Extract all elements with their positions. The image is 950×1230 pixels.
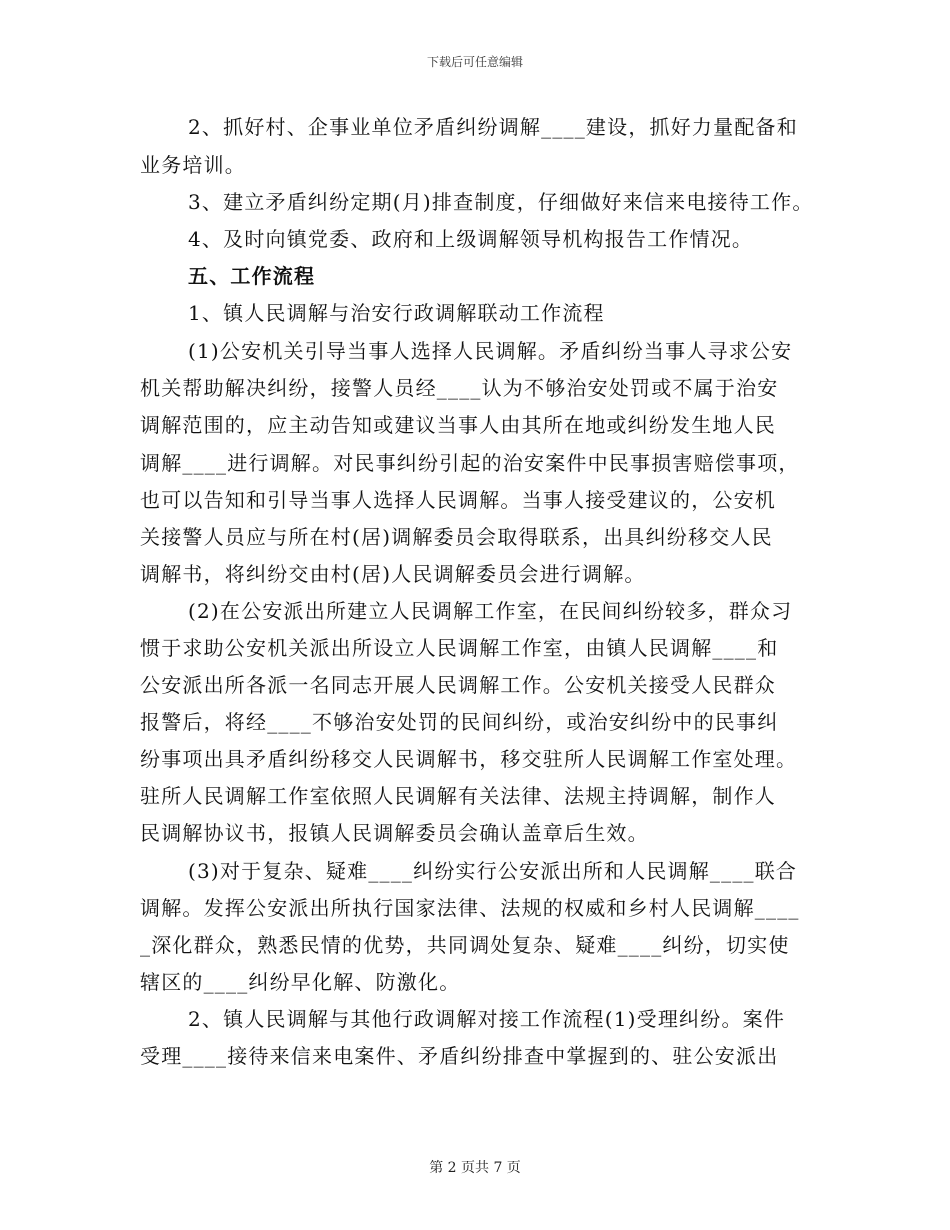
text-line: 也可以告知和引导当事人选择人民调解。当事人接受建议的，公安机 <box>140 488 776 512</box>
text-line: _深化群众，熟悉民情的优势，共同调处复杂、疑难____纠纷，切实使 <box>140 933 790 957</box>
text-line: 民调解协议书，报镇人民调解委员会确认盖章后生效。 <box>140 821 649 845</box>
text-line: 2、抓好村、企事业单位矛盾纠纷调解____建设，抓好力量配备和 <box>188 115 798 139</box>
text-line: 辖区的____纠纷早化解、防激化。 <box>140 970 461 994</box>
text-line: 受理____接待来信来电案件、矛盾纠纷排查中掌握到的、驻公安派出 <box>140 1044 779 1068</box>
text-line: 关接警人员应与所在村(居)调解委员会取得联系，出具纠纷移交人民 <box>140 525 773 549</box>
text-line: 惯于求助公安机关派出所设立人民调解工作室，由镇人民调解____和 <box>140 636 779 660</box>
text-line: 调解。发挥公安派出所执行国家法律、法规的权威和乡村人民调解____ <box>140 896 800 920</box>
text-line: 3、建立矛盾纠纷定期(月)排查制度，仔细做好来信来电接待工作。 <box>188 190 814 214</box>
text-line: 驻所人民调解工作室依照人民调解有关法律、法规主持调解，制作人 <box>140 784 776 808</box>
text-line: (2)在公安派出所建立人民调解工作室，在民间纠纷较多，群众习 <box>188 599 793 623</box>
section-heading: 五、工作流程 <box>188 264 316 288</box>
text-line: 报警后，将经____不够治安处罚的民间纠纷，或治安纠纷中的民事纠 <box>140 710 779 734</box>
text-line: 调解范围的，应主动告知或建议当事人由其所在地或纠纷发生地人民 <box>140 413 776 437</box>
text-line: 公安派出所各派一名同志开展人民调解工作。公安机关接受人民群众 <box>140 673 776 697</box>
text-line: 纷事项出具矛盾纠纷移交人民调解书，移交驻所人民调解工作室处理。 <box>140 747 798 771</box>
subsection-heading: 1、镇人民调解与治安行政调解联动工作流程 <box>188 301 605 325</box>
page-number: 第 2 页共 7 页 <box>429 1160 521 1176</box>
text-line: 4、及时向镇党委、政府和上级调解领导机构报告工作情况。 <box>188 227 754 251</box>
text-line: 机关帮助解决纠纷，接警人员经____认为不够治安处罚或不属于治安 <box>140 376 779 400</box>
text-line: (3)对于复杂、疑难____纠纷实行公安派出所和人民调解____联合 <box>188 859 798 883</box>
text-line: 业务培训。 <box>140 153 246 177</box>
page-header: 下载后可任意编辑 <box>426 55 523 69</box>
text-line: 调解书，将纠纷交由村(居)人民调解委员会进行调解。 <box>140 562 646 586</box>
text-line: 2、镇人民调解与其他行政调解对接工作流程(1)受理纠纷。案件 <box>188 1007 786 1031</box>
text-line: 调解____进行调解。对民事纠纷引起的治安案件中民事损害赔偿事项， <box>140 451 800 475</box>
text-line: (1)公安机关引导当事人选择人民调解。矛盾纠纷当事人寻求公安 <box>188 339 793 363</box>
